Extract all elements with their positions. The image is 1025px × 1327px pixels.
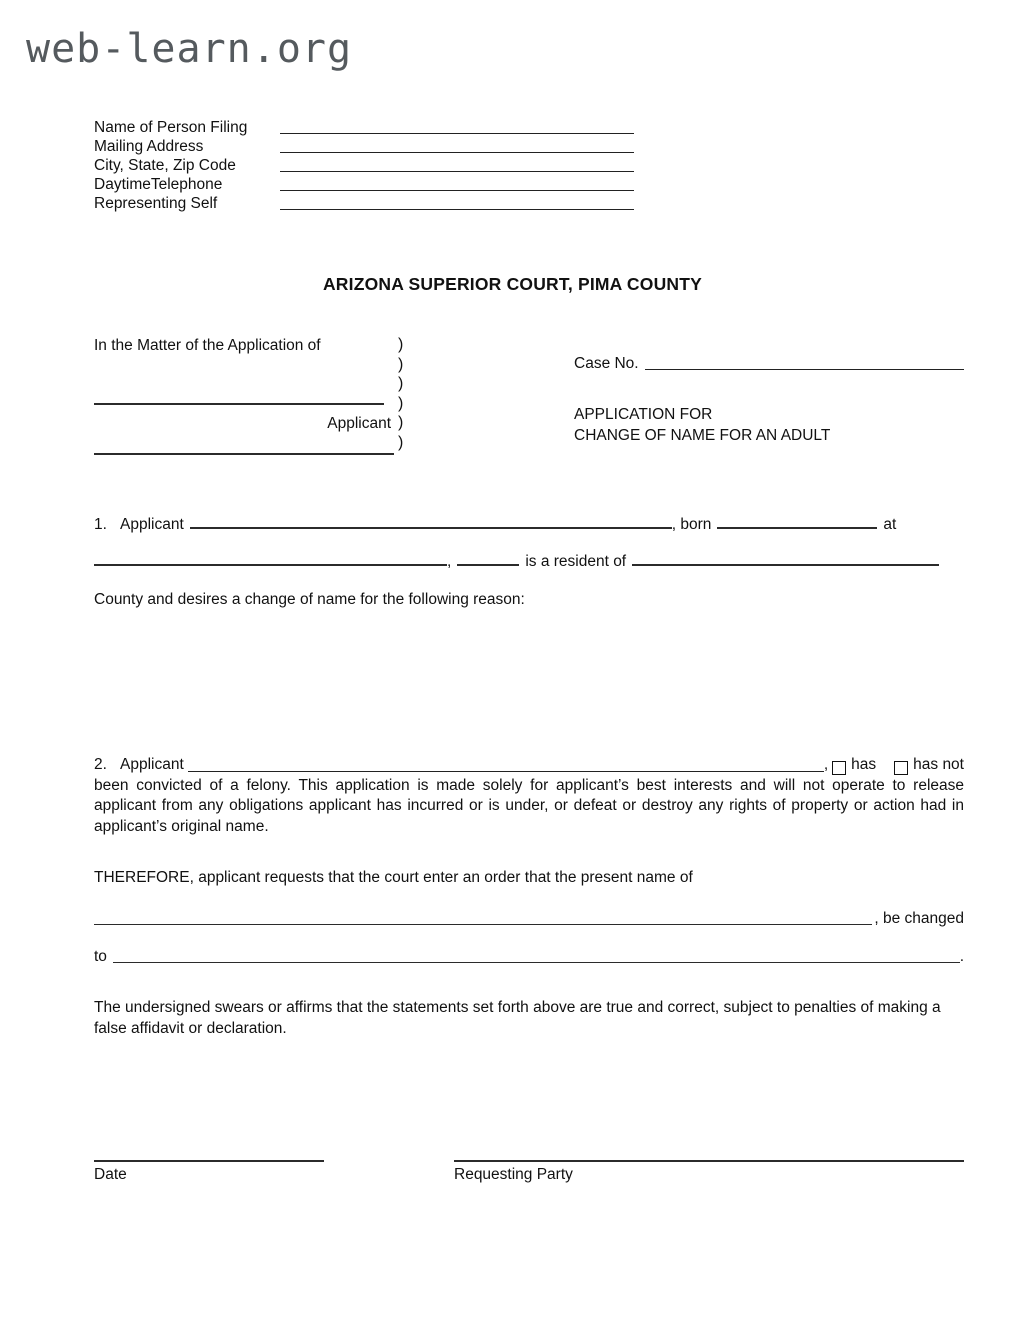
therefore-spacer-1 (94, 888, 964, 908)
caption-paren: ) (398, 394, 404, 412)
paragraph-1-county-input[interactable] (632, 564, 939, 566)
paragraph-2-line-1 (94, 755, 964, 776)
filer-row-telephone (94, 175, 634, 194)
paragraph-1-applicant-label: Applicant (120, 516, 184, 533)
therefore-block (94, 867, 964, 967)
paragraph-1-resident-label: is a resident of (525, 553, 627, 570)
filer-input-telephone[interactable] (280, 190, 634, 191)
filer-label-name: Name of Person Filing (94, 119, 248, 136)
filer-label-city-state-zip: City, State, Zip Code (94, 157, 236, 174)
filer-row-name (94, 118, 634, 137)
paragraph-2-comma: , (823, 756, 829, 773)
filer-label-telephone: DaytimeTelephone (94, 176, 223, 193)
closing-spacer (94, 967, 964, 997)
filer-information-block (94, 118, 634, 213)
signature-rules-row (94, 1160, 964, 1185)
caption-applicant-name-line[interactable] (94, 403, 384, 405)
paragraph-1 (94, 514, 964, 610)
document-title-block (574, 404, 964, 446)
document-title-line-1: APPLICATION FOR (574, 406, 713, 423)
caption-paren: ) (398, 355, 404, 373)
paragraph-1-spacer-2 (94, 572, 964, 589)
checkbox-has-not[interactable] (894, 761, 908, 775)
case-number-label: Case No. (574, 355, 639, 372)
paragraph-2-has-not-label: has not (913, 756, 964, 773)
therefore-present-name-input[interactable] (94, 924, 872, 925)
signature-party-label: Requesting Party (454, 1166, 573, 1183)
paragraph-1-at-label: at (883, 516, 897, 533)
paragraph-2-has-label: has (851, 756, 877, 773)
therefore-new-name-row (94, 946, 964, 967)
paragraph-2-applicant-label: Applicant (120, 756, 184, 773)
caption-paren: ) (398, 375, 404, 392)
affirmation-paragraph: The undersigned swears or affirms that the statements set forth above are true and correct, subject to penalties of making a false affidavit or declaration. (94, 999, 941, 1037)
site-watermark: web-learn.org (26, 26, 353, 72)
paragraph-2-body: been convicted of a felony. This application is made solely for applicant’s best interests and will not operate to release applicant from any obligations applicant has incurred or is under, or defeat or destroy any rights of property or action had in applicant’s original name. (94, 776, 964, 835)
checkbox-has[interactable] (832, 761, 846, 775)
paragraph-1-spacer (94, 535, 964, 551)
caption-right-column (574, 354, 964, 446)
signature-gap (324, 1160, 454, 1185)
caption-paren: ) (398, 433, 404, 451)
caption-secondary-line[interactable] (94, 453, 394, 455)
case-number-input[interactable] (645, 369, 964, 370)
document-title-line-2: CHANGE OF NAME FOR AN ADULT (574, 427, 831, 444)
document-body (94, 514, 964, 1039)
caption-left-column (94, 336, 394, 432)
therefore-period: . (959, 948, 964, 965)
paragraph-1-number: 1. (94, 516, 107, 533)
therefore-line-1: THEREFORE, applicant requests that the court enter an order that the present name of (94, 869, 693, 886)
case-number-row (574, 354, 964, 374)
caption-matter-line: In the Matter of the Application of (94, 337, 321, 354)
caption-paren-column (398, 335, 403, 452)
caption-paren: ) (398, 414, 404, 431)
court-heading: ARIZONA SUPERIOR COURT, PIMA COUNTY (322, 274, 703, 294)
filer-row-address (94, 137, 634, 156)
paragraph-1-comma: , (447, 553, 452, 570)
filer-row-representing-self (94, 194, 634, 213)
caption-paren: ) (398, 336, 404, 353)
therefore-present-name-row (94, 908, 964, 929)
filer-input-name[interactable] (280, 133, 634, 134)
paragraph-1-age-input[interactable] (457, 564, 519, 566)
filer-row-city-state-zip (94, 156, 634, 175)
signature-party-column (454, 1160, 964, 1185)
therefore-to-label: to (94, 948, 107, 965)
filer-input-address[interactable] (280, 152, 634, 153)
signature-date-column (94, 1160, 324, 1185)
paragraph-1-name-input[interactable] (190, 527, 672, 529)
paragraph-2-name-input[interactable] (188, 771, 824, 772)
filer-label-representing-self: Representing Self (94, 195, 218, 212)
filer-label-address: Mailing Address (94, 138, 204, 155)
therefore-spacer-2 (94, 929, 964, 946)
paragraph-2 (94, 755, 964, 837)
paragraph-1-birthplace-input[interactable] (94, 564, 447, 566)
reason-write-in-area[interactable] (94, 610, 964, 755)
signature-block (94, 1160, 964, 1185)
signature-date-label: Date (94, 1166, 127, 1183)
paragraph-1-born-label: , born (671, 516, 712, 533)
caption-applicant-label: Applicant (327, 415, 391, 432)
paragraph-1-county-line: County and desires a change of name for the following reason: (94, 591, 525, 608)
paragraph-1-line-1 (94, 514, 964, 535)
therefore-new-name-input[interactable] (113, 962, 960, 963)
paragraph-2-number: 2. (94, 756, 107, 773)
therefore-be-changed-label: , be changed (874, 910, 964, 927)
paragraph-2-spacer (94, 837, 964, 867)
filer-input-city-state-zip[interactable] (280, 171, 634, 172)
paragraph-1-line-2 (94, 551, 964, 572)
paragraph-1-birthdate-input[interactable] (717, 527, 877, 529)
filer-input-representing-self[interactable] (280, 209, 634, 210)
